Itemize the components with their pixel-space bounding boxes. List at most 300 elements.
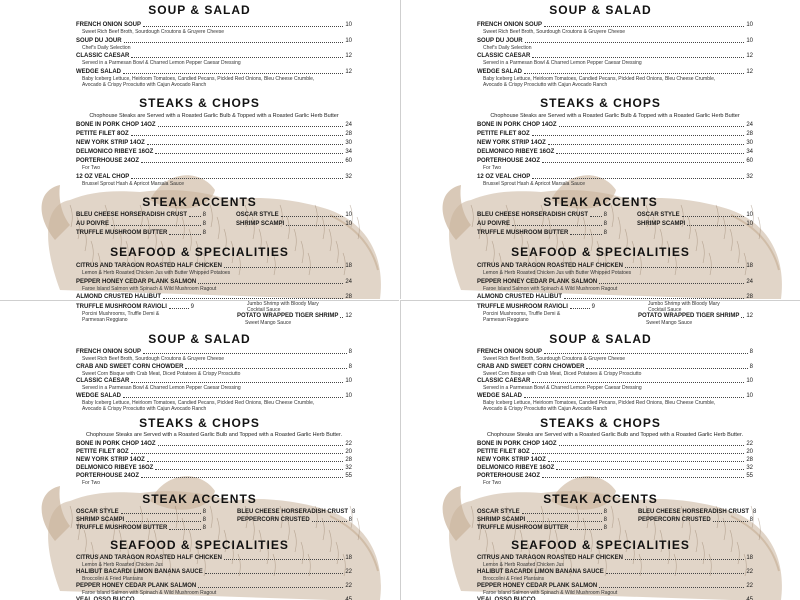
menu-item-name: FRENCH ONION SOUP <box>477 22 543 28</box>
menu-item-price: 18 <box>345 555 352 561</box>
menu-item <box>76 173 352 181</box>
dot-leader <box>687 225 744 226</box>
dot-leader <box>522 513 602 514</box>
dot-leader <box>512 225 602 226</box>
accent-item <box>477 220 607 228</box>
item-description: Sweet Mango Sauce <box>646 320 693 326</box>
menu-item-price: 12 <box>345 53 352 59</box>
dot-leader <box>586 368 747 369</box>
menu-item-price: 30 <box>746 140 753 146</box>
section-heading-seafood: SEAFOOD & SPECIALITIES <box>110 245 289 259</box>
item-description: Sweet Rich Beef Broth, Sourdough Croutons & Gruyere Cheese <box>483 29 626 35</box>
menu-item <box>76 582 352 590</box>
accent-item <box>637 220 753 228</box>
item-description: Sweet Corn Bisque with Crab Meat, Diced Potatoes & Crispy Prosciutto <box>483 371 642 377</box>
item-description: Faroe Island Salmon with Spinach & Wild Mushroom Ragout <box>82 286 217 292</box>
menu-item-name: SOUP DU JOUR <box>477 38 523 44</box>
dot-leader <box>542 162 744 163</box>
dot-leader <box>163 298 343 299</box>
menu-item <box>477 392 753 400</box>
dot-leader <box>224 267 343 268</box>
menu-item-price: 20 <box>345 449 352 455</box>
menu-item-name: 12 OZ VEAL CHOP <box>477 174 531 180</box>
dot-leader <box>532 57 744 58</box>
item-description: For Two <box>82 165 100 171</box>
accent-item-name: BLEU CHEESE HORSERADISH CRUST <box>638 509 750 515</box>
item-description: Jumbo Shrimp with Bloody Mary <box>247 301 319 307</box>
dot-leader <box>198 283 343 284</box>
dot-leader <box>131 382 343 383</box>
accent-item <box>76 508 206 516</box>
item-description: Avocado & Crispy Prosciutto with Cajun Avocado Ranch <box>82 406 207 412</box>
menu-item-name: WEDGE SALAD <box>76 69 121 75</box>
menu-item-price: 8 <box>749 349 753 355</box>
menu-item-price: 12 <box>746 313 753 319</box>
section-heading-steak-accents: STEAK ACCENTS <box>543 195 658 209</box>
menu-item <box>477 139 753 147</box>
accent-item <box>236 211 352 219</box>
accent-item-price: 8 <box>202 509 206 515</box>
accent-item <box>76 211 206 219</box>
dot-leader <box>556 153 744 154</box>
menu-item-name: NEW YORK STRIP 14OZ <box>76 457 145 463</box>
accent-item-price: 8 <box>202 517 206 523</box>
accent-item-name: SHRIMP SCAMPI <box>637 221 686 227</box>
accent-item-name: OSCAR STYLE <box>76 509 119 515</box>
dot-leader <box>111 225 201 226</box>
item-description: Chef's Daily Selection <box>82 45 131 51</box>
menu-item-name: PETITE FILET 8OZ <box>477 449 530 455</box>
menu-item-name: TRUFFLE MUSHROOM RAVIOLI <box>76 304 167 310</box>
menu-item <box>76 293 352 299</box>
accent-item-name: BLEU CHEESE HORSERADISH CRUST <box>237 509 349 515</box>
accent-item <box>477 229 607 237</box>
section-heading-soup-salad: SOUP & SALAD <box>549 332 652 346</box>
item-description: Baby Iceberg Lettuce, Heirloom Tomatoes, Candied Pecans, Pickled Red Onions, Bleu Cheese Crumble, <box>82 400 315 406</box>
section-heading-steak-accents: STEAK ACCENTS <box>142 195 257 209</box>
menu-item <box>477 568 753 576</box>
menu-item <box>76 303 194 311</box>
menu-item <box>76 377 352 385</box>
accent-item-name: SHRIMP SCAMPI <box>477 517 526 523</box>
menu-item-name: BONE IN PORK CHOP 14OZ <box>76 122 156 128</box>
item-description: Sweet Rich Beef Broth, Sourdough Croutons & Gruyere Cheese <box>82 356 225 362</box>
item-description: Lemon & Herb Roasted Chicken Jus with Butter Whipped Potatoes <box>483 270 632 276</box>
menu-item <box>477 37 753 45</box>
dot-leader <box>126 521 200 522</box>
menu-item-name: ALMOND CRUSTED HALIBUT <box>477 294 562 299</box>
accent-item-price: 10 <box>746 212 753 218</box>
menu-item-name: POTATO WRAPPED TIGER SHRIMP <box>237 313 339 319</box>
menu-item-price: 10 <box>345 38 352 44</box>
section-heading-steak-accents: STEAK ACCENTS <box>543 492 658 506</box>
menu-item <box>76 68 352 76</box>
accent-item-name: OSCAR STYLE <box>637 212 680 218</box>
item-description: Lemon & Herb Roasted Chicken Jus <box>483 562 564 568</box>
menu-item-name: CRAB AND SWEET CORN CHOWDER <box>477 364 585 370</box>
dot-leader <box>524 397 744 398</box>
menu-item <box>477 157 753 165</box>
item-description: Sweet Corn Bisque with Crab Meat, Diced Potatoes & Crispy Prosciutto <box>82 371 241 377</box>
menu-item <box>477 472 753 480</box>
dot-leader <box>599 587 744 588</box>
menu-item-price: 10 <box>746 22 753 28</box>
item-description: Broccolini & Fried Plantains <box>483 576 545 582</box>
section-heading-steaks-chops: STEAKS & CHOPS <box>540 96 661 110</box>
menu-item-price: 32 <box>746 465 753 471</box>
menu-item <box>477 363 753 371</box>
menu-item <box>76 157 352 165</box>
menu-item-name: DELMONICO RIBEYE 16OZ <box>76 465 154 471</box>
dot-leader <box>548 461 745 462</box>
accent-item-price: 8 <box>749 517 753 523</box>
menu-item-name: CITRUS AND TARAGON ROASTED HALF CHICKEN <box>76 263 222 269</box>
item-description: Avocado & Crispy Prosciutto with Cajun Avocado Ranch <box>82 82 207 88</box>
accent-item-price: 8 <box>202 525 206 531</box>
menu-item <box>638 312 753 320</box>
accent-item <box>637 211 753 219</box>
item-description: Baby Iceberg Lettuce, Heirloom Tomatoes, Candied Pecans, Pickled Red Onions, Bleu Cheese Crumble, <box>483 400 716 406</box>
menu-item-price: 18 <box>746 263 753 269</box>
menu-panel-top-right <box>400 0 800 299</box>
accent-item-name: TRUFFLE MUSHROOM BUTTER <box>477 525 569 531</box>
dot-leader <box>548 144 745 145</box>
accent-item-name: TRUFFLE MUSHROOM BUTTER <box>76 230 168 236</box>
section-heading-seafood: SEAFOOD & SPECIALITIES <box>511 538 690 552</box>
dot-leader <box>713 521 748 522</box>
steaks-note: Chophouse Steaks are Served with a Roasted Garlic Bulb & Topped with a Roasted Garlic Herb Butter <box>490 113 740 119</box>
menu-item-name: CLASSIC CAESAR <box>477 378 531 384</box>
menu-item-price: 10 <box>345 393 352 399</box>
menu-item-price: 10 <box>345 378 352 384</box>
menu-item <box>477 173 753 181</box>
dot-leader <box>532 453 745 454</box>
menu-item-name: TRUFFLE MUSHROOM RAVIOLI <box>477 304 568 310</box>
menu-item-price: 9 <box>190 304 194 310</box>
menu-item-name: FRENCH ONION SOUP <box>76 22 142 28</box>
dot-leader <box>155 469 343 470</box>
menu-item-name: PETITE FILET 8OZ <box>76 131 129 137</box>
dot-leader <box>544 26 744 27</box>
dot-leader <box>141 477 343 478</box>
dot-leader <box>286 225 343 226</box>
menu-item-name: NEW YORK STRIP 14OZ <box>76 140 145 146</box>
dot-leader <box>169 529 200 530</box>
dot-leader <box>556 469 744 470</box>
menu-item-price: 8 <box>749 364 753 370</box>
accent-item-price: 10 <box>345 221 352 227</box>
accent-item-name: AU POIVRE <box>477 221 511 227</box>
menu-content <box>401 301 800 600</box>
menu-item <box>477 130 753 138</box>
menu-item <box>76 130 352 138</box>
menu-item-name: CITRUS AND TARAGON ROASTED HALF CHICKEN <box>76 555 222 561</box>
dot-leader <box>625 559 744 560</box>
menu-item-price: 22 <box>345 569 352 575</box>
dot-leader <box>606 573 745 574</box>
menu-item-name: CLASSIC CAESAR <box>76 53 130 59</box>
item-description: Served in a Parmesan Bowl & Charred Lemon Pepper Caesar Dressing <box>483 60 642 66</box>
menu-content <box>401 0 800 299</box>
menu-item-price: 10 <box>746 38 753 44</box>
accent-item-price: 8 <box>603 221 607 227</box>
item-description: For Two <box>82 480 100 486</box>
menu-item-price: 10 <box>345 22 352 28</box>
accent-item <box>638 516 753 524</box>
accent-item <box>477 524 607 532</box>
dot-leader <box>570 529 601 530</box>
accent-item-price: 8 <box>603 525 607 531</box>
menu-item-price: 45 <box>345 597 352 600</box>
dot-leader <box>205 573 344 574</box>
menu-item-name: ALMOND CRUSTED HALIBUT <box>76 294 161 299</box>
item-description: Faroe Island Salmon with Spinach & Wild Mushroom Ragout <box>483 590 618 596</box>
menu-item <box>477 52 753 60</box>
accent-item <box>638 508 757 516</box>
menu-item-price: 22 <box>345 583 352 589</box>
accent-item-price: 8 <box>753 509 757 515</box>
menu-item <box>477 278 753 286</box>
menu-item-name: POTATO WRAPPED TIGER SHRIMP <box>638 313 740 319</box>
menu-item <box>477 582 753 590</box>
item-description: Brussel Sprout Hash & Apricot Marsala Sauce <box>82 181 184 187</box>
dot-leader <box>198 587 343 588</box>
menu-item-name: DELMONICO RIBEYE 16OZ <box>76 149 154 155</box>
accent-item <box>236 220 352 228</box>
item-description: Brussel Sprout Hash & Apricot Marsala Sauce <box>483 181 585 187</box>
item-description: Baby Iceberg Lettuce, Heirloom Tomatoes, Candied Pecans, Pickled Red Onions, Bleu Cheese Crumble, <box>82 76 315 82</box>
menu-item-price: 28 <box>345 294 352 299</box>
menu-item-price: 34 <box>746 149 753 155</box>
menu-item-price: 12 <box>746 53 753 59</box>
menu-item-price: 18 <box>345 263 352 269</box>
accent-item <box>477 516 607 524</box>
dot-leader <box>143 353 347 354</box>
dot-leader <box>564 298 744 299</box>
menu-item-price: 24 <box>345 279 352 285</box>
menu-item-name: BONE IN PORK CHOP 14OZ <box>76 441 156 447</box>
menu-item-name: HALIBUT BACARDI LIMON BANANA SAUCE <box>76 569 203 575</box>
menu-item-name: VEAL OSSO BUCCO <box>477 597 536 600</box>
accent-item-price: 8 <box>603 509 607 515</box>
section-heading-seafood: SEAFOOD & SPECIALITIES <box>110 538 289 552</box>
dot-leader <box>158 445 344 446</box>
menu-item-price: 12 <box>345 313 352 319</box>
accent-item-price: 10 <box>345 212 352 218</box>
menu-item-name: SOUP DU JOUR <box>76 38 122 44</box>
menu-item-price: 32 <box>345 174 352 180</box>
accent-item-price: 8 <box>603 517 607 523</box>
menu-item-name: PEPPER HONEY CEDAR PLANK SALMON <box>477 279 598 285</box>
menu-item-price: 9 <box>591 304 595 310</box>
dot-leader <box>131 178 343 179</box>
menu-item-price: 45 <box>746 597 753 600</box>
menu-item <box>477 293 753 299</box>
menu-item-name: HALIBUT BACARDI LIMON BANANA SAUCE <box>477 569 604 575</box>
menu-item-price: 55 <box>345 473 352 479</box>
menu-item-name: DELMONICO RIBEYE 16OZ <box>477 465 555 471</box>
menu-item <box>477 121 753 129</box>
menu-item-price: 18 <box>746 555 753 561</box>
menu-panel-bottom-right <box>400 300 800 600</box>
dot-leader <box>121 513 201 514</box>
dot-leader <box>224 559 343 560</box>
accent-item-price: 10 <box>746 221 753 227</box>
menu-item-name: PORTERHOUSE 24OZ <box>76 158 140 164</box>
menu-item <box>477 148 753 156</box>
menu-item-name: WEDGE SALAD <box>477 393 522 399</box>
accent-item-name: TRUFFLE MUSHROOM BUTTER <box>76 525 168 531</box>
dot-leader <box>155 153 343 154</box>
dot-leader <box>590 216 602 217</box>
dot-leader <box>527 521 601 522</box>
accent-item <box>477 211 607 219</box>
menu-item <box>477 303 595 311</box>
menu-item-price: 24 <box>746 279 753 285</box>
dot-leader <box>532 382 744 383</box>
menu-item <box>76 464 352 472</box>
menu-item <box>477 554 753 562</box>
dot-leader <box>542 477 744 478</box>
item-description: Served in a Parmesan Bowl & Charred Lemon Pepper Caesar Dressing <box>82 60 241 66</box>
menu-item-price: 24 <box>345 122 352 128</box>
item-description: Baby Iceberg Lettuce, Heirloom Tomatoes, Candied Pecans, Pickled Red Onions, Bleu Cheese Crumble, <box>483 76 716 82</box>
menu-item <box>76 278 352 286</box>
dot-leader <box>525 42 745 43</box>
menu-item-name: PEPPER HONEY CEDAR PLANK SALMON <box>477 583 598 589</box>
menu-item-price: 22 <box>345 441 352 447</box>
menu-item-name: PORTERHOUSE 24OZ <box>477 158 541 164</box>
dot-leader <box>169 308 189 309</box>
accent-item-name: AU POIVRE <box>76 221 110 227</box>
item-description: Served in a Parmesan Bowl & Charred Lemon Pepper Caesar Dressing <box>483 385 642 391</box>
menu-item-price: 10 <box>746 378 753 384</box>
menu-item-price: 30 <box>345 140 352 146</box>
menu-item-price: 60 <box>746 158 753 164</box>
item-description: Sweet Rich Beef Broth, Sourdough Croutons & Gruyere Cheese <box>483 356 626 362</box>
dot-leader <box>544 353 748 354</box>
menu-panel-bottom-left <box>0 300 399 600</box>
accent-item-name: BLEU CHEESE HORSERADISH CRUST <box>76 212 188 218</box>
menu-item <box>76 456 352 464</box>
menu-item-name: WEDGE SALAD <box>477 69 522 75</box>
menu-item <box>76 37 352 45</box>
menu-panel-top-left <box>0 0 399 299</box>
dot-leader <box>741 317 744 318</box>
menu-item-name: PORTERHOUSE 24OZ <box>477 473 541 479</box>
menu-item-price: 10 <box>746 393 753 399</box>
dot-leader <box>123 73 343 74</box>
accent-item-price: 8 <box>202 221 206 227</box>
accent-item-name: TRUFFLE MUSHROOM BUTTER <box>477 230 569 236</box>
menu-item-price: 55 <box>746 473 753 479</box>
item-description: Cocktail Sauce <box>648 307 682 313</box>
dot-leader <box>532 135 745 136</box>
item-description: For Two <box>483 165 501 171</box>
menu-item-name: CLASSIC CAESAR <box>477 53 531 59</box>
menu-item-price: 28 <box>345 131 352 137</box>
menu-item-price: 32 <box>746 174 753 180</box>
menu-item <box>477 262 753 270</box>
dot-leader <box>185 368 346 369</box>
section-heading-steak-accents: STEAK ACCENTS <box>142 492 257 506</box>
dot-leader <box>131 453 344 454</box>
item-description: Lemon & Herb Roasted Chicken Jus <box>82 562 163 568</box>
item-description: Parmesan Reggiano <box>82 317 128 323</box>
accent-item-name: BLEU CHEESE HORSERADISH CRUST <box>477 212 589 218</box>
menu-item <box>76 440 352 448</box>
menu-item-name: 12 OZ VEAL CHOP <box>76 174 130 180</box>
accent-item <box>237 516 352 524</box>
accent-item-price: 8 <box>348 517 352 523</box>
accent-item-name: OSCAR STYLE <box>477 509 520 515</box>
menu-item <box>477 377 753 385</box>
item-description: Served in a Parmesan Bowl & Charred Lemon Pepper Caesar Dressing <box>82 385 241 391</box>
item-description: Parmesan Reggiano <box>483 317 529 323</box>
section-heading-steaks-chops: STEAKS & CHOPS <box>540 416 661 430</box>
menu-item-name: FRENCH ONION SOUP <box>477 349 543 355</box>
dot-leader <box>123 397 343 398</box>
accent-item-price: 8 <box>202 212 206 218</box>
menu-item-price: 34 <box>345 149 352 155</box>
menu-item <box>76 139 352 147</box>
item-description: Chef's Daily Selection <box>483 45 532 51</box>
accent-item-price: 8 <box>603 212 607 218</box>
menu-item <box>76 392 352 400</box>
menu-item <box>477 68 753 76</box>
menu-item-price: 28 <box>746 131 753 137</box>
menu-content <box>0 301 399 600</box>
menu-item-price: 28 <box>345 457 352 463</box>
menu-item-price: 12 <box>746 69 753 75</box>
steaks-note: Chophouse Steaks are Served with a Roasted Garlic Bulb and Topped with a Roasted Garlic Herb Butter. <box>486 432 744 438</box>
menu-item-price: 20 <box>746 449 753 455</box>
menu-item-name: CRAB AND SWEET CORN CHOWDER <box>76 364 184 370</box>
menu-item-price: 22 <box>746 441 753 447</box>
menu-item-name: BONE IN PORK CHOP 14OZ <box>477 441 557 447</box>
item-description: Cocktail Sauce <box>247 307 281 313</box>
accent-item-price: 8 <box>603 230 607 236</box>
item-description: Lemon & Herb Roasted Chicken Jus with Butter Whipped Potatoes <box>82 270 231 276</box>
item-description: Sweet Rich Beef Broth, Sourdough Croutons & Gruyere Cheese <box>82 29 225 35</box>
menu-item-name: DELMONICO RIBEYE 16OZ <box>477 149 555 155</box>
item-description: Avocado & Crispy Prosciutto with Cajun Avocado Ranch <box>483 406 608 412</box>
dot-leader <box>124 42 344 43</box>
menu-item-name: CITRUS AND TARAGON ROASTED HALF CHICKEN <box>477 555 623 561</box>
accent-item <box>76 524 206 532</box>
section-heading-seafood: SEAFOOD & SPECIALITIES <box>511 245 690 259</box>
menu-item <box>477 21 753 29</box>
item-description: Porcini Mushrooms, Truffle Demi & <box>82 311 160 317</box>
section-heading-steaks-chops: STEAKS & CHOPS <box>139 96 260 110</box>
menu-item-name: PEPPER HONEY CEDAR PLANK SALMON <box>76 583 197 589</box>
accent-item <box>76 220 206 228</box>
accent-item <box>76 229 206 237</box>
menu-item <box>76 596 352 600</box>
dot-leader <box>147 461 344 462</box>
accent-item-name: PEPPERCORN CRUSTED <box>638 517 711 523</box>
dot-leader <box>682 216 745 217</box>
menu-item-name: NEW YORK STRIP 14OZ <box>477 457 546 463</box>
item-description: Jumbo Shrimp with Bloody Mary <box>648 301 720 307</box>
item-description: Sweet Mango Sauce <box>245 320 292 326</box>
item-description: Porcini Mushrooms, Truffle Demi & <box>483 311 561 317</box>
menu-item-name: PETITE FILET 8OZ <box>477 131 530 137</box>
accent-item <box>237 508 356 516</box>
menu-item <box>237 312 352 320</box>
section-heading-steaks-chops: STEAKS & CHOPS <box>139 416 260 430</box>
menu-item <box>76 363 352 371</box>
